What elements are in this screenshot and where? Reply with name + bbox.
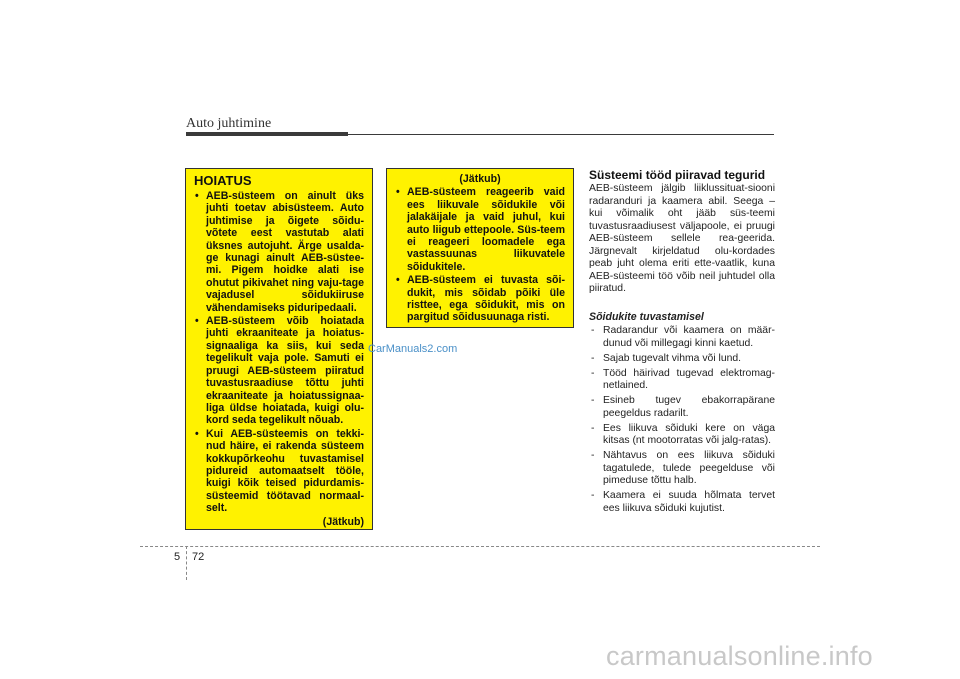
- warning-item: • Kui AEB-süsteemis on tekki-nud häire, ei rakenda süsteem kokkupõrkeohu tuvastamisel pidureid automaatselt tööle, kuigi kõik teised pidurdamis-süsteemid töötavad normaal-selt.: [194, 428, 364, 515]
- header-rule-thick: [186, 132, 348, 136]
- warning-box: [185, 168, 373, 530]
- limitation-item: - Ees liikuva sõiduki kere on väga kitsas (nt mootorratas või jalg-ratas).: [589, 423, 775, 448]
- section-subheading: Sõidukite tuvastamisel: [589, 311, 704, 323]
- chapter-number: 5: [174, 551, 181, 563]
- watermark-text: CarManuals2.com: [368, 343, 458, 355]
- continued-heading: (Jätkub): [459, 173, 501, 185]
- section-header-title: Auto juhtimine: [186, 116, 272, 131]
- warning-item: • AEB-süsteem võib hoiatada juhti ekraaniteate ja hoiatus-signaaliga ka siis, kui seda tegelikult vaja pole. Samuti ei pruugi AEB-süsteem piiratud tuvastusraadiuse tõttu juhti ekraaniteate ja hoiatussignaa-liga üldse hoiatada, kuigi olu-kord seda tegelikult nõuab.: [194, 315, 364, 427]
- page-number: 72: [192, 551, 205, 563]
- header-rule-thin: [348, 134, 774, 135]
- continued-label: (Jätkub): [322, 515, 364, 528]
- footer-vertical-divider: [186, 546, 187, 580]
- limitation-item: - Nähtavus on ees liikuva sõiduki tagatulede, tulede peegelduse või pimeduse tõttu halb.: [589, 450, 775, 488]
- continued-list: [395, 186, 565, 323]
- continued-warning-box: [386, 168, 574, 328]
- limitation-item: - Tööd häirivad tugevad elektromag-netlained.: [589, 368, 775, 393]
- warning-item: • AEB-süsteem on ainult üks juhti toetav abisüsteem. Auto juhtimise ja õigete sõidu-võtete eest vastutab alati üksnes autojuht. Ärge usalda-ge kunagi ainult AEB-süstee-mi. Pigem hoidke alati ise ohutut pikivahet ning vaju-tage vajadusel sõidukiiruse vähendamiseks piduripedaali.: [194, 190, 364, 314]
- limitation-item: - Radarandur või kaamera on määr-dunud või millegagi kinni kaetud.: [589, 325, 775, 350]
- site-logo-text: carmanualsonline.info: [606, 641, 873, 671]
- continued-item: • AEB-süsteem ei tuvasta sõi-dukit, mis sõidab põiki üle risttee, ega sõidukit, mis on pargitud sõidusuunaga risti.: [395, 274, 565, 324]
- continued-item: • AEB-süsteem reageerib vaid ees liikuvale sõidukile või jalakäijale ja vaid juhul, kui auto liigub ettepoole. Süs-teem ei reageeri loomadele ega vastassuunas liikuvatele sõidukitele.: [395, 186, 565, 273]
- limitation-item: - Sajab tugevalt vihma või lund.: [589, 353, 775, 366]
- section-title: Süsteemi tööd piiravad tegurid: [589, 168, 766, 182]
- limitation-item: - Esineb tugev ebakorrapärane peegeldus radarilt.: [589, 395, 775, 420]
- warning-title: HOIATUS: [194, 173, 252, 188]
- warning-list: [194, 190, 364, 515]
- section-paragraph: AEB-süsteem jälgib liiklussituat-siooni radaranduri ja kaamera abil. Seega – kui võimalik oht jääb süs-teemi tuvastusraadiusest väljapoole, ei pruugi AEB-süsteem sellele rea-geerida. Järgnevalt kirjeldatud olu-kordades peab juht olema eriti ette-vaatlik, kuna AEB-süsteemi töö võib neil juhtudel olla piiratud.: [589, 183, 775, 294]
- limitation-list: [589, 325, 775, 518]
- footer-divider: [140, 546, 820, 547]
- limitation-item: - Kaamera ei suuda hõlmata tervet ees liikuva sõiduki kujutist.: [589, 490, 775, 515]
